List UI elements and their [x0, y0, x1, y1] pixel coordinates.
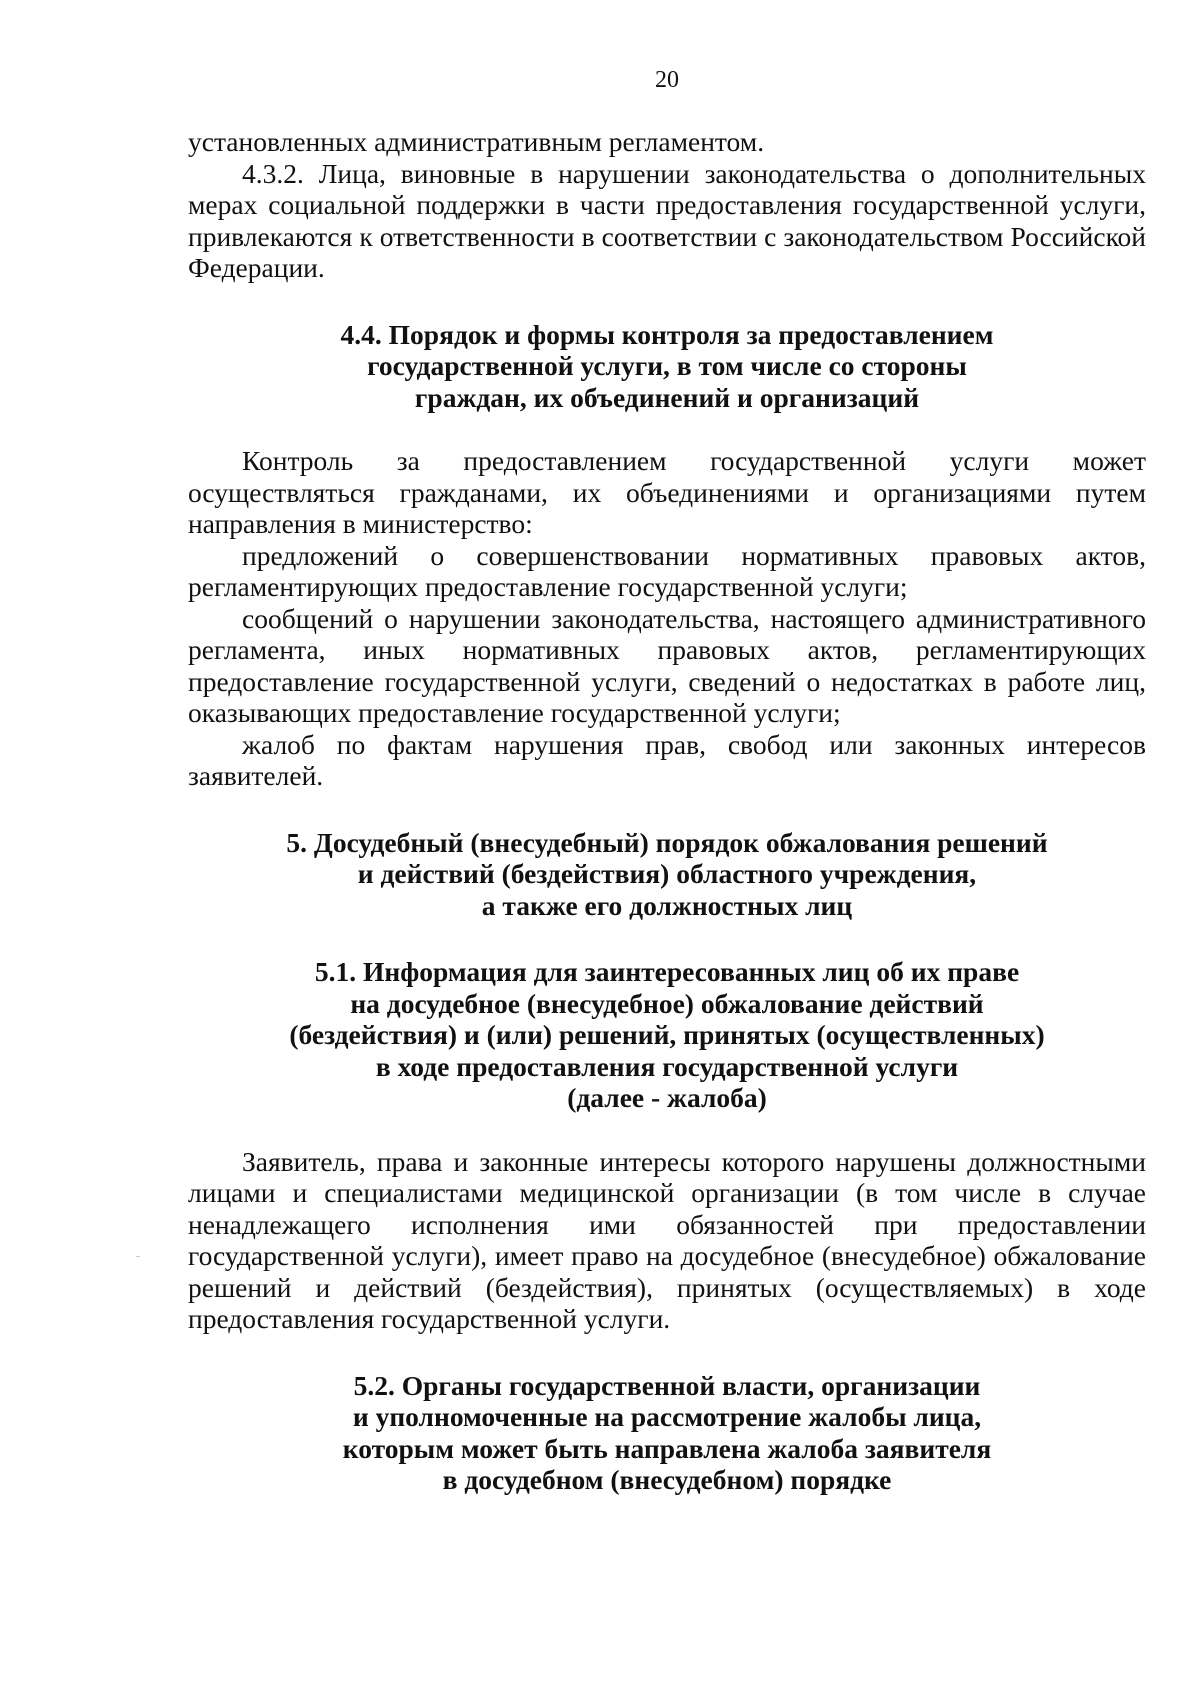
- document-page: [188, 66, 1146, 1496]
- paragraph-intro: установленных административным регламентом.: [188, 126, 765, 157]
- heading-line: а также его должностных лиц: [481, 889, 853, 921]
- paragraph-4-3-2: 4.3.2. Лица, виновные в нарушении законодательства о дополнительных мерах социальной поддержки в части предоставления государственной услуги, привлекаются к ответственности в соответствии с законодательством Российской Федерации.: [188, 157, 1146, 283]
- heading-line: граждан, их объединений и организаций: [414, 381, 920, 413]
- heading-line: 5.2. Органы государственной власти, организации: [353, 1369, 981, 1401]
- heading-line: и уполномоченные на рассмотрение жалобы лица,: [352, 1401, 982, 1432]
- paragraph-control: Контроль за предоставлением государственной услуги может осуществляться гражданами, их объединениями и организациями путем направления в министерство:: [188, 445, 1146, 539]
- heading-line: и действий (бездействия) областного учреждения,: [357, 858, 977, 889]
- heading-line: в ходе предоставления государственной услуги: [375, 1050, 959, 1082]
- heading-line: в досудебном (внесудебном) порядке: [442, 1464, 892, 1495]
- paragraph-applicant: Заявитель, права и законные интересы которого нарушены должностными лицами и специалистами медицинской организации (в том числе в случае ненадлежащего исполнения ими обязанностей при предоставлении государственной услуги), имеет право на досудебное (внесудебное) обжалование решений и действий (бездействия), принятых (осуществляемых) в ходе предоставления государственной услуги.: [188, 1145, 1146, 1334]
- heading-line: которым может быть направлена жалоба заявителя: [342, 1432, 992, 1464]
- paragraph-proposals: предложений о совершенствовании нормативных правовых актов, регламентирующих предоставление государственной услуги;: [188, 539, 1146, 602]
- heading-5-1: [188, 956, 1146, 1114]
- page-number: 20: [655, 67, 679, 93]
- heading-5-2: [188, 1370, 1146, 1496]
- heading-line: (далее - жалоба): [567, 1082, 767, 1113]
- heading-line: государственной услуги, в том числе со стороны: [367, 350, 967, 381]
- heading-4-4: [188, 319, 1146, 414]
- heading-5: [188, 827, 1146, 922]
- scan-artifact: [136, 1256, 140, 1257]
- heading-line: на досудебное (внесудебное) обжалование действий: [350, 987, 984, 1019]
- paragraph-complaints: жалоб по фактам нарушения прав, свобод или законных интересов заявителей.: [188, 728, 1146, 791]
- paragraph-messages: сообщений о нарушении законодательства, настоящего административного регламента, иных нормативных правовых актов, регламентирующих предоставление государственной услуги, сведений о недостатках в работе лиц, оказывающих предоставление государственной услуги;: [188, 602, 1146, 728]
- heading-line: 4.4. Порядок и формы контроля за предоставлением: [340, 318, 994, 350]
- heading-line: (бездействия) и (или) решений, принятых (осуществленных): [289, 1019, 1045, 1050]
- heading-line: 5. Досудебный (внесудебный) порядок обжалования решений: [286, 826, 1048, 858]
- heading-line: 5.1. Информация для заинтересованных лиц об их праве: [314, 956, 1020, 987]
